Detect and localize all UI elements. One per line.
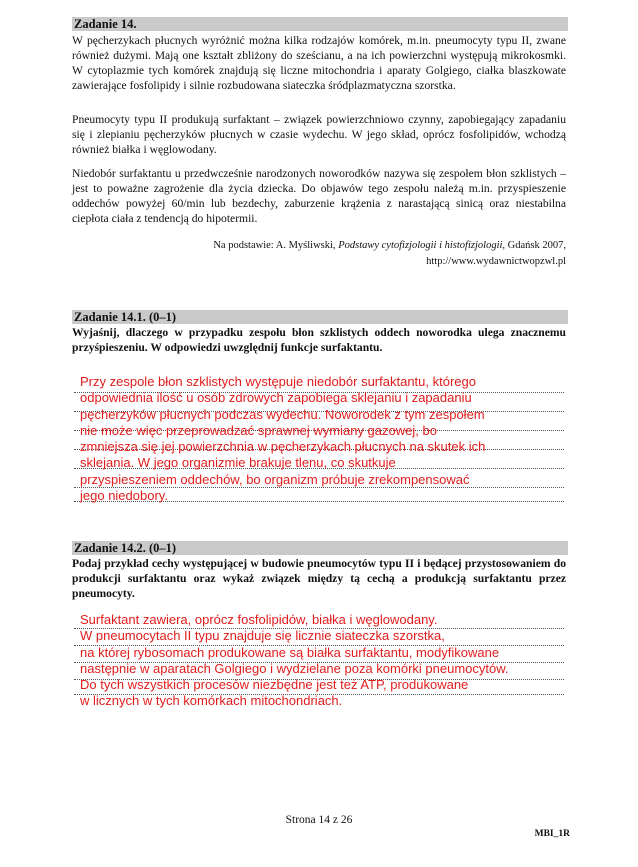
- answer-text-line: Do tych wszystkich procesów niezbędne jest też ATP, produkowane: [80, 677, 469, 693]
- answer-text-line: jego niedobory.: [80, 488, 168, 504]
- task-14-paragraph-3: Niedobór surfaktantu u przedwcześnie narodzonych noworodków nazywa się zespołem błon szklistych – jest to poważne zagrożenie dla życia dziecka. Do objawów tego zespołu należą m.in. przyspieszenie oddechów powyżej 60/min lub bezdechy, zaburzenie krążenia z narastającą sinicą oraz niestabilna ciepłota ciała z tendencją do hipotermii.: [72, 167, 566, 225]
- source-url: http://www.wydawnictwopzwl.pl: [426, 256, 566, 267]
- document-code: MBI_1R: [534, 829, 570, 839]
- answer-text-line: Surfaktant zawiera, oprócz fosfolipidów, białka i węglowodany.: [80, 612, 438, 627]
- answer-text-line: przyspieszeniem oddechów, bo organizm próbuje zrekompensować: [80, 471, 470, 487]
- task-14-paragraph-1: W pęcherzykach płucnych wyróżnić można kilka rodzajów komórek, m.in. pneumocyty typu II, zwane również dużymi. Mają one kształt zbliżony do sześcianu, a na ich powierzchni występują mikrokosmki. W cytoplazmie tych komórek znajdują się liczne mitochondria i aparaty Golgiego, ciałka blaszkowate zawierające fosfolipidy i silnie rozbudowana siateczka śródplazmatyczna szorstka.: [72, 34, 566, 92]
- task-14-2-question: Podaj przykład cechy występującej w budowie pneumocytów typu II i będącej przystosowaniem do produkcji surfaktantu oraz wykaż związek między tą cechą a produkcją surfaktantu przez pneumocyty.: [72, 557, 566, 600]
- answer-text-line: na której rybosomach produkowane są białka surfaktantu, modyfikowane: [80, 644, 500, 660]
- task-14-1-question: Wyjaśnij, dlaczego w przypadku zespołu błon szklistych oddech noworodka ulega znacznemu przyśpieszeniu. W odpowiedzi uwzględnij funkcje surfaktantu.: [72, 326, 566, 354]
- answer-text-line: pęcherzyków płucnych podczas wydechu. Noworodek z tym zespołem: [80, 406, 485, 422]
- task-14-2-title: Zadanie 14.2. (0–1): [72, 541, 568, 555]
- answer-text-line: odpowiednia ilość u osób zdrowych zapobiega sklejaniu i zapadaniu: [80, 390, 472, 406]
- answer-text-line: następnie w aparatach Golgiego i wydzielane poza komórki pneumocytów.: [80, 660, 509, 676]
- task-14-1-answer: [80, 374, 485, 504]
- source-citation: [72, 238, 566, 270]
- answer-text-line: sklejania. W jego organizmie brakuje tlenu, co skutkuje: [80, 455, 396, 471]
- task-14-2-answer: [80, 612, 509, 710]
- source-suffix: , Gdańsk 2007,: [502, 240, 566, 251]
- answer-text-line: Przy zespole błon szklistych występuje niedobór surfaktantu, którego: [80, 374, 476, 389]
- task-14-1-title: Zadanie 14.1. (0–1): [72, 310, 568, 324]
- answer-text-line: w licznych w tych komórkach mitochondriach.: [80, 693, 343, 709]
- task-14-paragraph-2: Pneumocyty typu II produkują surfaktant – związek powierzchniowo czynny, zapobiegający zapadaniu się i zlepianiu pęcherzyków płucnych w czasie wydechu. W jego skład, oprócz fosfolipidów, wchodzą również białka i węglowodany.: [72, 113, 566, 156]
- source-title: Podstawy cytofizjologii i histofizjologii: [338, 240, 503, 251]
- answer-text-line: zmniejsza się jej powierzchnia w pęcherzykach płucnych na skutek ich: [80, 439, 486, 455]
- task-14-title: Zadanie 14.: [72, 17, 568, 31]
- source-prefix: Na podstawie: A. Myśliwski,: [213, 240, 339, 251]
- page-number: Strona 14 z 26: [285, 814, 353, 826]
- answer-text-line: W pneumocytach II typu znajduje się licznie siateczka szorstka,: [80, 628, 445, 644]
- answer-text-line: nie może więc przeprowadzać sprawnej wymiany gazowej, bo: [80, 422, 437, 438]
